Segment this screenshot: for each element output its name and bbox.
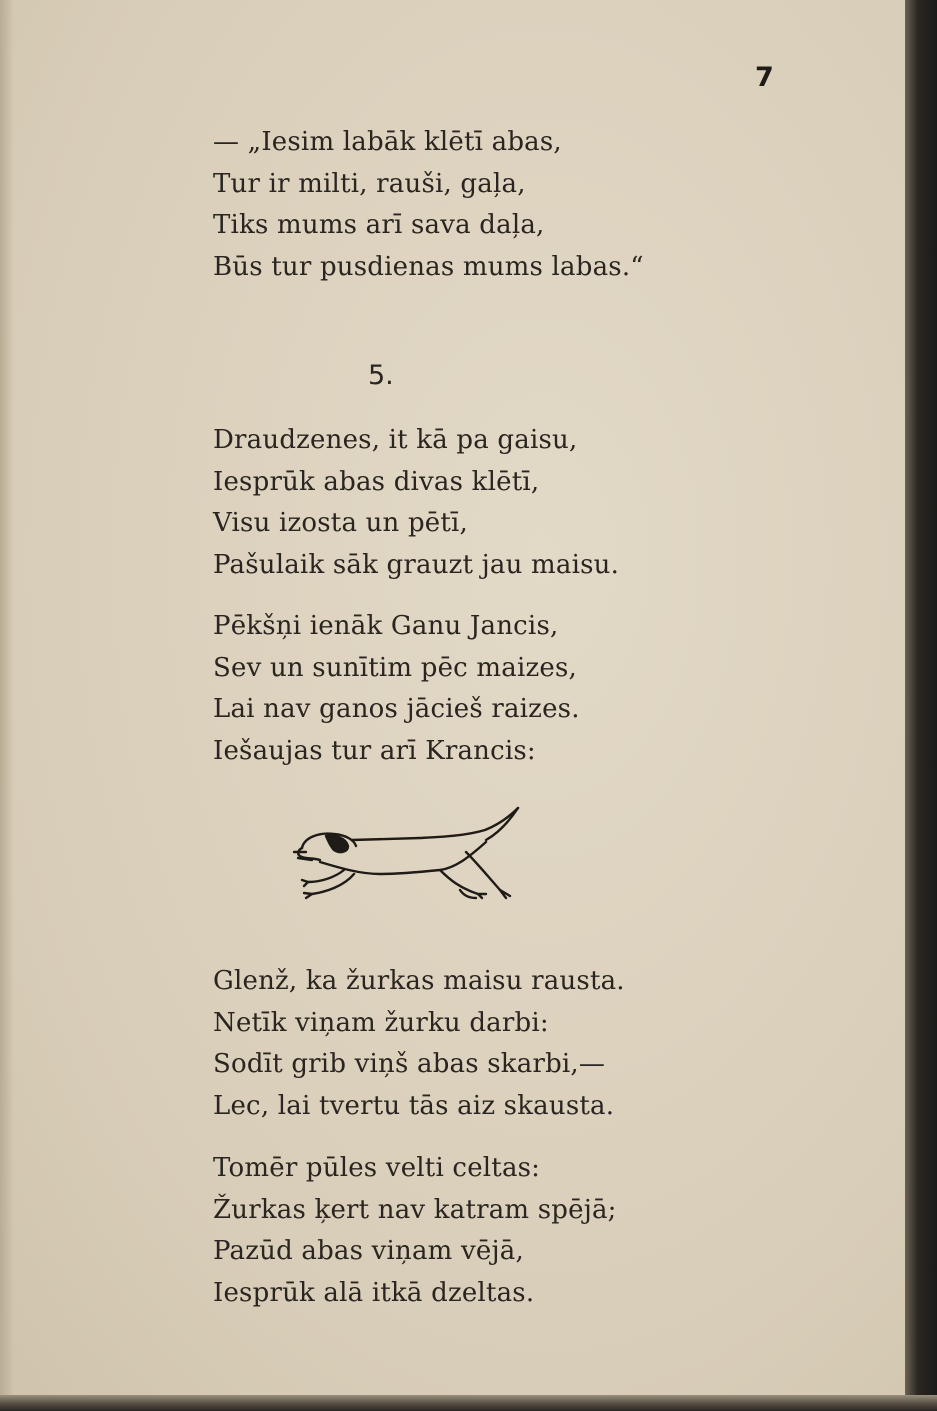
stanza-line: Iesprūk abas divas klētī, (213, 466, 540, 497)
stanza-line: Tiks mums arī sava daļa, (213, 210, 545, 240)
stanza-2 (213, 420, 619, 586)
stanza-1 (213, 122, 644, 288)
book-edge-right (905, 0, 937, 1411)
stanza-line: — „Iesim labāk klētī abas, (213, 127, 562, 157)
stanza-line: Lai nav ganos jācieš raizes. (213, 694, 580, 724)
stanza-line: Iešaujas tur arī Krancis: (213, 735, 536, 766)
stanza-line: Pēkšņi ienāk Ganu Jancis, (213, 611, 559, 641)
stanza-line: Iesprūk alā itkā dzeltas. (213, 1277, 535, 1308)
stanza-line: Draudzenes, it kā pa gaisu, (213, 425, 578, 455)
page-gutter-shadow (0, 0, 14, 1395)
stanza-line: Žurkas ķert nav katram spējā; (213, 1194, 617, 1225)
book-edge-bottom (0, 1395, 937, 1411)
stanza-line: Lec, lai tvertu tās aiz skausta. (213, 1090, 615, 1121)
stanza-line: Visu izosta un pētī, (213, 508, 469, 538)
stanza-line: Netīk viņam žurku darbi: (213, 1007, 549, 1038)
running-dog-illustration (290, 800, 530, 915)
stanza-4 (213, 961, 625, 1127)
stanza-line: Sev un sunītim pēc maizes, (213, 652, 577, 683)
stanza-line: Tomēr pūles velti celtas: (213, 1153, 541, 1183)
stanza-line: Būs tur pusdienas mums labas.“ (213, 251, 644, 282)
stanza-line: Pašulaik sāk grauzt jau maisu. (213, 549, 620, 580)
page-number: 7 (755, 62, 774, 93)
stanza-line: Pazūd abas viņam vējā, (213, 1236, 524, 1266)
stanza-5 (213, 1148, 617, 1314)
stanza-line: Sodīt grib viņš abas skarbi,— (213, 1049, 606, 1079)
stanza-3 (213, 606, 580, 772)
section-number: 5. (368, 360, 394, 391)
stanza-line: Tur ir milti, rauši, gaļa, (213, 168, 526, 199)
stanza-line: Glenž, ka žurkas maisu rausta. (213, 966, 625, 996)
